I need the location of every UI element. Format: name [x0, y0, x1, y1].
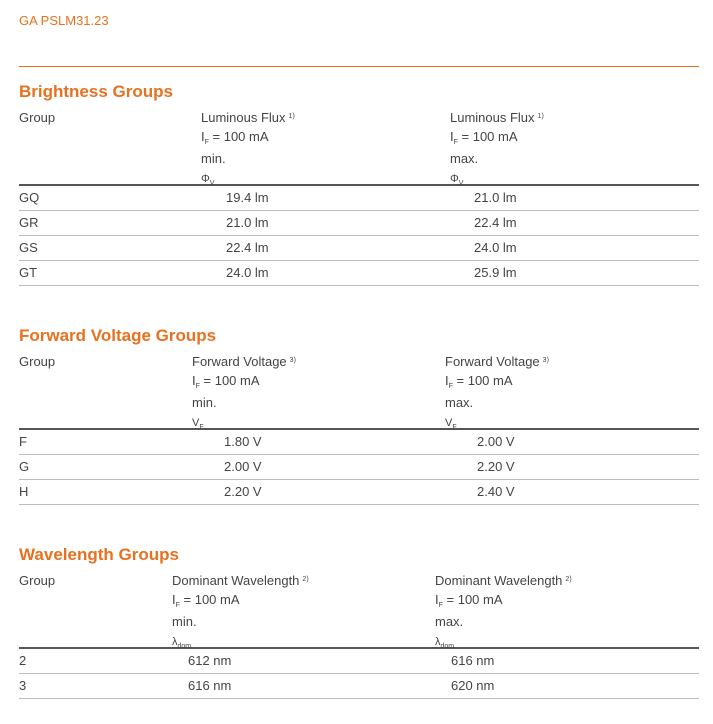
footnote-ref: 2)	[565, 576, 572, 583]
section-title: Wavelength Groups	[19, 545, 179, 564]
group-cell: 3	[19, 678, 27, 693]
cond-symbol: I	[445, 373, 449, 388]
table-body	[19, 647, 699, 699]
cond-value: = 100 mA	[179, 592, 240, 607]
symbol-subscript: F	[199, 424, 204, 431]
symbol-subscript: V	[458, 180, 464, 187]
max-cell: 2.40 V	[477, 484, 515, 499]
min-column-header	[192, 352, 296, 434]
footnote-ref: 3)	[289, 357, 296, 364]
max-cell: 21.0 lm	[474, 190, 517, 205]
footnote-ref: 1)	[288, 113, 295, 120]
footnote-ref: 3)	[542, 357, 549, 364]
footnote-ref: 2)	[302, 576, 309, 583]
table-row	[19, 430, 699, 455]
cond-subscript: F	[195, 383, 200, 390]
table-row	[19, 649, 699, 674]
table-row	[19, 455, 699, 480]
footnote-ref: 1)	[537, 113, 544, 120]
min-column-header	[172, 571, 309, 653]
cond-value: = 100 mA	[199, 373, 260, 388]
symbol: V	[192, 417, 200, 429]
min-cell: 2.00 V	[224, 459, 262, 474]
cond-subscript: F	[175, 602, 180, 609]
min-cell: 21.0 lm	[226, 215, 269, 230]
param-name: Forward Voltage	[445, 354, 540, 369]
table-header	[19, 108, 699, 187]
symbol-subscript: F	[452, 424, 457, 431]
param-name: Dominant Wavelength	[435, 573, 563, 588]
limit-label: max.	[450, 151, 479, 166]
table-row	[19, 211, 699, 236]
symbol: V	[445, 417, 453, 429]
cond-subscript: F	[204, 139, 209, 146]
group-cell: GS	[19, 240, 38, 255]
group-column-header: Group	[19, 110, 56, 125]
group-column-header: Group	[19, 573, 56, 588]
max-cell: 620 nm	[451, 678, 495, 693]
cond-symbol: I	[192, 373, 196, 388]
symbol-subscript: dom	[440, 643, 455, 650]
param-name: Forward Voltage	[192, 354, 287, 369]
max-cell: 25.9 lm	[474, 265, 517, 280]
cond-value: = 100 mA	[208, 129, 269, 144]
limit-label: max.	[435, 614, 464, 629]
table-row	[19, 480, 699, 505]
table-row	[19, 186, 699, 211]
group-column-header: Group	[19, 354, 56, 369]
section-title: Forward Voltage Groups	[19, 326, 217, 345]
header-divider	[19, 66, 699, 67]
cond-symbol: I	[201, 129, 205, 144]
group-cell: GT	[19, 265, 38, 280]
table-row	[19, 674, 699, 699]
limit-label: min.	[172, 614, 197, 629]
min-cell: 24.0 lm	[226, 265, 269, 280]
symbol: Φ	[450, 173, 459, 185]
cond-value: = 100 mA	[457, 129, 518, 144]
cond-symbol: I	[435, 592, 439, 607]
group-cell: GR	[19, 215, 39, 230]
max-cell: 616 nm	[451, 653, 495, 668]
wavelength-groups-section	[19, 545, 699, 699]
max-column-header	[445, 352, 549, 434]
cond-subscript: F	[448, 383, 453, 390]
table-body	[19, 428, 699, 505]
forward-voltage-groups-section	[19, 326, 699, 505]
group-cell: F	[19, 434, 27, 449]
max-cell: 22.4 lm	[474, 215, 517, 230]
group-cell: GQ	[19, 190, 40, 205]
cond-value: = 100 mA	[452, 373, 513, 388]
param-name: Luminous Flux	[201, 110, 286, 125]
table-body	[19, 184, 699, 286]
min-cell: 19.4 lm	[226, 190, 269, 205]
param-name: Dominant Wavelength	[172, 573, 300, 588]
max-cell: 2.20 V	[477, 459, 515, 474]
min-cell: 22.4 lm	[226, 240, 269, 255]
symbol-subscript: dom	[177, 643, 192, 650]
table-row	[19, 236, 699, 261]
cond-value: = 100 mA	[442, 592, 503, 607]
table-header	[19, 571, 699, 650]
table-row	[19, 261, 699, 286]
min-cell: 1.80 V	[224, 434, 262, 449]
symbol-subscript: V	[209, 180, 215, 187]
max-column-header	[450, 108, 544, 190]
group-cell: 2	[19, 653, 27, 668]
max-column-header	[435, 571, 572, 653]
group-cell: H	[19, 484, 29, 499]
section-title: Brightness Groups	[19, 82, 173, 101]
cond-symbol: I	[172, 592, 176, 607]
brightness-groups-section	[19, 82, 699, 286]
min-column-header	[201, 108, 295, 190]
limit-label: min.	[201, 151, 226, 166]
limit-label: min.	[192, 395, 217, 410]
min-cell: 612 nm	[188, 653, 232, 668]
cond-subscript: F	[438, 602, 443, 609]
symbol: λ	[172, 636, 178, 648]
document-id: GA PSLM31.23	[19, 13, 109, 28]
symbol: λ	[435, 636, 441, 648]
cond-subscript: F	[453, 139, 458, 146]
min-cell: 616 nm	[188, 678, 232, 693]
limit-label: max.	[445, 395, 474, 410]
group-cell: G	[19, 459, 30, 474]
param-name: Luminous Flux	[450, 110, 535, 125]
table-header	[19, 352, 699, 431]
max-cell: 2.00 V	[477, 434, 515, 449]
max-cell: 24.0 lm	[474, 240, 517, 255]
symbol: Φ	[201, 173, 210, 185]
min-cell: 2.20 V	[224, 484, 262, 499]
cond-symbol: I	[450, 129, 454, 144]
